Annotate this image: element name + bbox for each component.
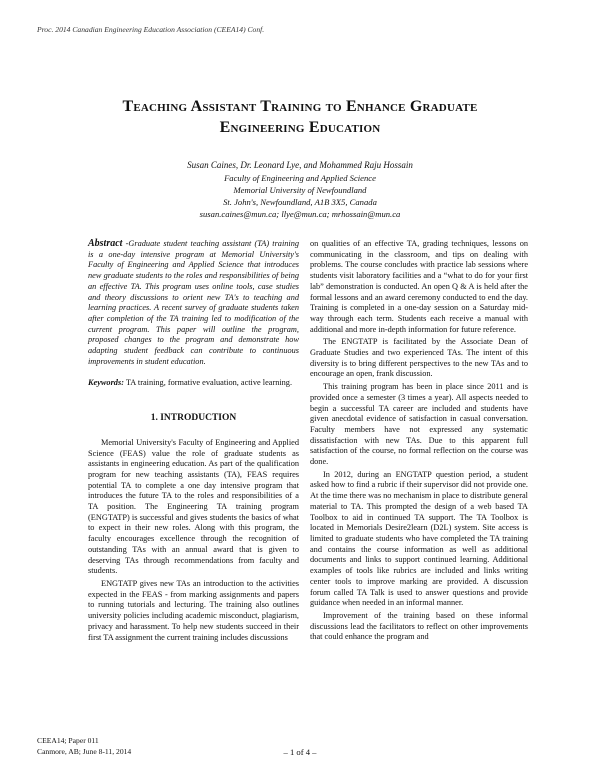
abstract-label: Abstract <box>88 238 123 249</box>
author-emails: susan.caines@mun.ca; llye@mun.ca; mrhossain@mun.ca <box>199 209 401 219</box>
affiliation-faculty: Faculty of Engineering and Applied Science <box>224 173 376 183</box>
keywords-text: TA training, formative evaluation, active learning. <box>125 378 293 388</box>
section-heading-introduction: 1. INTRODUCTION <box>150 413 237 424</box>
right-column <box>310 239 528 643</box>
footer-location: Canmore, AB; June 8-11, 2014 <box>37 746 132 756</box>
right-paragraph-2: The ENGTATP is facilitated by the Associate Dean of Graduate Studies and two experienced TAs. The intent of this diversity is to bring different perspectives to the new TAs and to encourage an open, frank discussion. <box>310 337 528 379</box>
abstract-text: -Graduate student teaching assistant (TA) training is a one-day intensive program at Memorial University's Faculty of Engineering and Applied Science that introduces new graduate students to the roles and responsibilities of being an effective TA. This program uses online tools, case studies and theory discussions to orient new TA's to teaching and learning practices. A recent survey of graduate students taken after completion of the TA training led to modification of the current program. This paper will outline the program, proposed changes to the program and demonstrate how adapting student feedback can contribute to continuous improvements in student education. <box>88 239 299 366</box>
intro-paragraph-2: ENGTATP gives new TAs an introduction to the activities expected in the FEAS - from marking assignments and papers to running tutorials and lecturing. The training also outlines university policies including academic misconduct, plagiarism, privacy and harassment. To help new students succeed in their first TA assignment the current training includes discussions <box>88 578 299 642</box>
title-line-2: Engineering Education <box>219 119 381 136</box>
right-paragraph-1: on qualities of an effective TA, grading techniques, lessons on communicating in the classroom, and tips on dealing with problems. The course concludes with practice lab sessions where students visit laboratory facilities and a “what to do for your first lab” demonstration is conducted. An open Q & A is held after the formal lessons and an award ceremony conducted to end the day. Training is completed in a one-day session on a Saturday mid-way through each term. Students each receive a manual with additional and more in-depth information for future reference. <box>310 239 528 334</box>
right-paragraph-5: Improvement of the training based on these informal discussions lead the facilitators to reflect on other improvements that could enhance the program and <box>310 610 528 642</box>
left-column <box>88 239 299 643</box>
footer-paper-id: CEEA14; Paper 011 <box>37 736 99 745</box>
page-number: – 1 of 4 – <box>283 747 317 757</box>
title-line-1: Teaching Assistant Training to Enhance Graduate <box>122 98 478 115</box>
affiliation-address: St. John's, Newfoundland, A1B 3X5, Canada <box>223 197 377 207</box>
running-header: Proc. 2014 Canadian Engineering Education Association (CEEA14) Conf. <box>37 25 265 34</box>
right-paragraph-4: In 2012, during an ENGTATP question period, a student asked how to find a rubric if their supervisor did not provide one. At the time there was no mechanism in place to distribute general material to TA. This prompted the design of a web based TA Toolbox to aid in continued TA support. The TA Toolbox is located in Memorials Desire2learn (D2L) system. Site access is limited to graduate students who have completed the TA training and contains the course information as well as additional documents and links to support continued learning. Additional examples of tools like rubrics are included and links writing center tools to improve marking are provided. A discussion forum called TA Talk is used to answer questions and provide guidance when needed in an informal manner. <box>310 469 528 608</box>
author-names: Susan Caines, Dr. Leonard Lye, and Mohammed Raju Hossain <box>187 160 413 170</box>
abstract <box>88 239 299 367</box>
right-paragraph-3: This training program has been in place since 2011 and is provided once a semester (3 times a year). All aspects needed to begin a successful TA career are included and students have given anecdotal evidence of satisfaction in casual conversation. Faculty members have not expressed any systematic dissatisfaction with new TAs. Due to this apparent full satisfaction of the course, no formal reflection on the course was done. <box>310 382 528 467</box>
intro-paragraph-1: Memorial University's Faculty of Engineering and Applied Science (FEAS) value the role of graduate students as assistants in engineering education. As part of the qualification program for new teaching assistants (TA), FEAS requires potential TA to complete a one day intensive program that introduces the future TA to the roles and responsibilities of a TA position. The Engineering TA training program (ENGTATP) is successful and gives students the basics of what to expect in their new roles. Along with this program, the faculty encourages excellence through the recognition of outstanding TAs with an annual award that is given to deserving TAs through recommendations from faculty and students. <box>88 437 299 576</box>
keywords <box>88 378 299 389</box>
author-block <box>100 159 500 220</box>
affiliation-university: Memorial University of Newfoundland <box>233 185 367 195</box>
keywords-label: Keywords: <box>88 378 124 388</box>
paper-title <box>60 96 540 138</box>
